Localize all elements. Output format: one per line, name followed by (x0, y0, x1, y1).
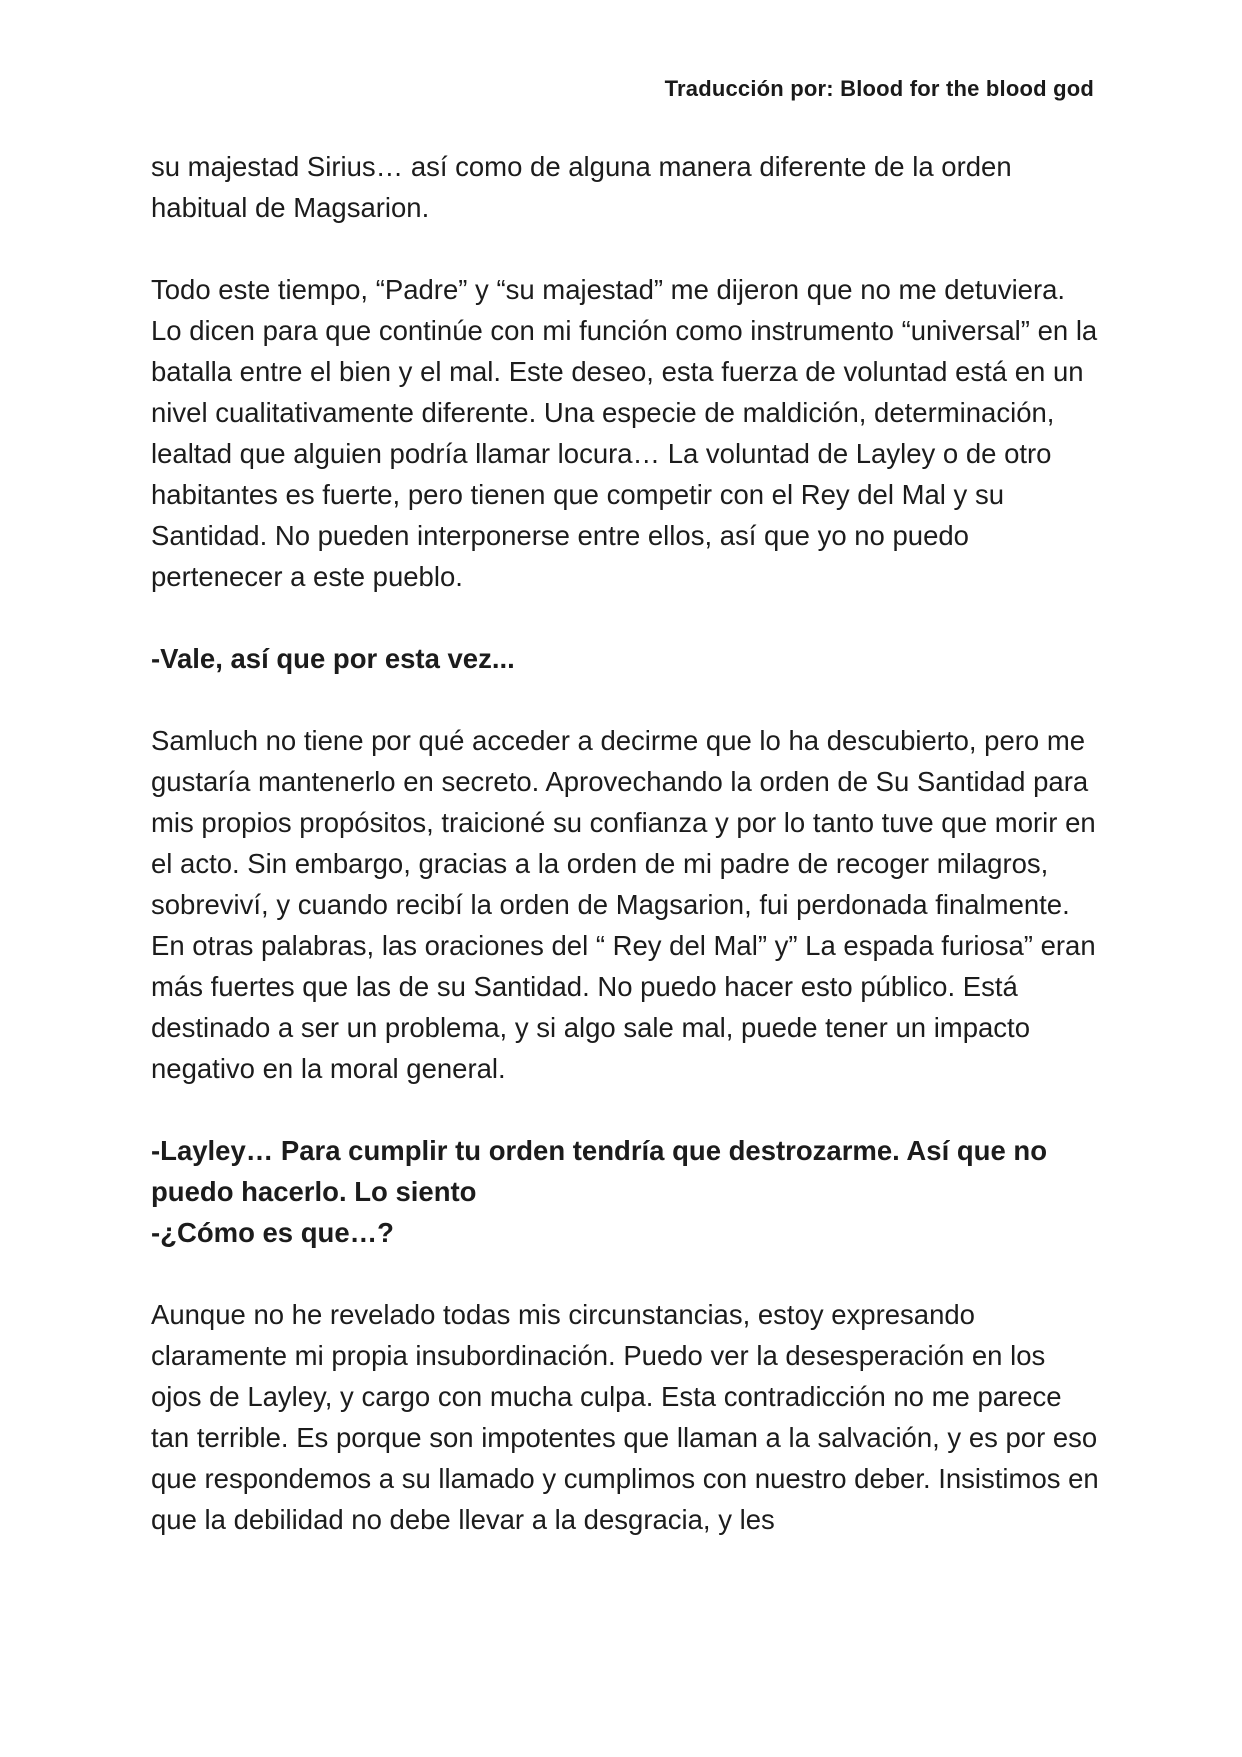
translator-credit: Traducción por: Blood for the blood god (664, 76, 1094, 101)
paragraph-1: su majestad Sirius… así como de alguna manera diferente de la orden habitual de Magsarion. (151, 151, 1012, 223)
paragraph-3: Samluch no tiene por qué acceder a decirme que lo ha descubierto, pero me gustaría mantenerlo en secreto. Aprovechando la orden de Su Santidad para mis propios propósitos, traicioné su confianza y por lo tanto tuve que morir en el acto. Sin embargo, gracias a la orden de mi padre de recoger milagros, sobreviví, y cuando recibí la orden de Magsarion, fui perdonada finalmente. En otras palabras, las oraciones del “ Rey del Mal” y” La espada furiosa” eran más fuertes que las de su Santidad. No puedo hacer esto público. Está destinado a ser un problema, y si algo sale mal, puede tener un impacto negativo en la moral general. (151, 725, 1096, 1084)
paragraph-4: Aunque no he revelado todas mis circunstancias, estoy expresando claramente mi propia insubordinación. Puedo ver la desesperación en los ojos de Layley, y cargo con mucha culpa. Esta contradicción no me parece tan terrible. Es porque son impotentes que llaman a la salvación, y es por eso que respondemos a su llamado y cumplimos con nuestro deber. Insistimos en que la debilidad no debe llevar a la desgracia, y les (151, 1299, 1099, 1535)
dialogue-line-3: -¿Cómo es que…? (151, 1217, 394, 1248)
paragraph-2: Todo este tiempo, “Padre” y “su majestad” me dijeron que no me detuviera. Lo dicen para que continúe con mi función como instrumento “universal” en la batalla entre el bien y el mal. Este deseo, esta fuerza de voluntad está en un nivel cualitativamente diferente. Una especie de maldición, determinación, lealtad que alguien podría llamar locura… La voluntad de Layley o de otro habitantes es fuerte, pero tienen que competir con el Rey del Mal y su Santidad. No pueden interponerse entre ellos, así que yo no puedo pertenecer a este pueblo. (151, 274, 1098, 592)
dialogue-line-1: -Vale, así que por esta vez... (151, 643, 515, 674)
dialogue-line-2: -Layley… Para cumplir tu orden tendría que destrozarme. Así que no puedo hacerlo. Lo siento (151, 1135, 1047, 1207)
document-body (151, 146, 1101, 1581)
